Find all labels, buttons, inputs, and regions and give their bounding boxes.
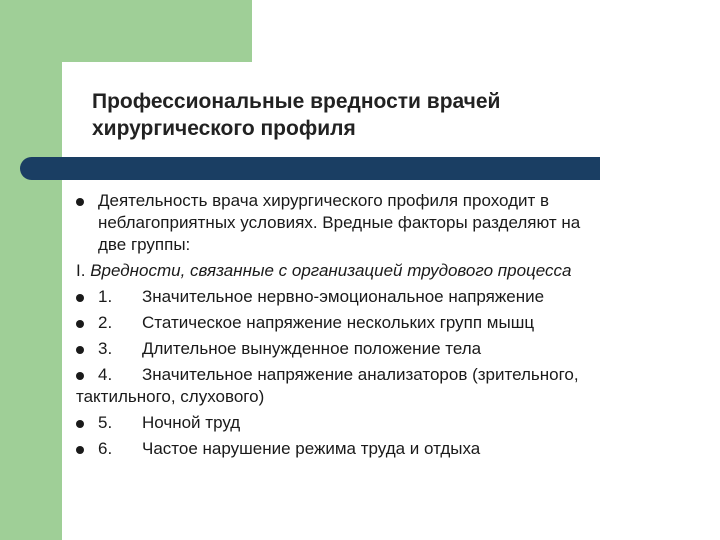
item-text: Значительное напряжение анализаторов (зрительного, bbox=[142, 365, 579, 384]
list-item bbox=[76, 364, 696, 408]
decorative-green-left-band bbox=[0, 0, 62, 540]
bullet-icon bbox=[76, 320, 84, 328]
section-heading bbox=[76, 260, 696, 282]
section-prefix: I. bbox=[76, 261, 86, 280]
intro-line-3: две группы: bbox=[98, 235, 191, 254]
item-text: Статическое напряжение нескольких групп мышц bbox=[142, 313, 535, 332]
item-number: 2. bbox=[98, 313, 113, 332]
list-item bbox=[76, 412, 696, 434]
item-text: Частое нарушение режима труда и отдыха bbox=[142, 439, 481, 458]
intro-line-1: Деятельность врача хирургического профиля проходит в bbox=[98, 191, 550, 210]
bullet-icon bbox=[76, 420, 84, 428]
slide-title-line-1: Профессиональные вредности врачей bbox=[92, 90, 501, 113]
bullet-icon bbox=[76, 372, 84, 380]
list-item bbox=[76, 438, 696, 460]
list-item bbox=[76, 338, 696, 360]
intro-line-2: неблагоприятных условиях. Вредные факторы разделяют на bbox=[98, 213, 581, 232]
bullet-icon bbox=[76, 198, 84, 206]
decorative-green-top-band bbox=[0, 0, 252, 62]
intro-paragraph bbox=[76, 190, 696, 256]
item-text: Ночной труд bbox=[142, 413, 241, 432]
item-number: 6. bbox=[98, 439, 113, 458]
bullet-icon bbox=[76, 346, 84, 354]
slide-title-line-2: хирургического профиля bbox=[92, 117, 356, 140]
item-continuation: тактильного, слухового) bbox=[76, 387, 265, 406]
bullet-icon bbox=[76, 446, 84, 454]
slide-content bbox=[76, 190, 696, 460]
item-number: 3. bbox=[98, 339, 113, 358]
item-text: Длительное вынужденное положение тела bbox=[142, 339, 482, 358]
section-text: Вредности, связанные с организацией трудового процесса bbox=[90, 261, 572, 280]
item-number: 5. bbox=[98, 413, 113, 432]
item-text: Значительное нервно-эмоциональное напряжение bbox=[142, 287, 545, 306]
slide-title bbox=[92, 88, 652, 142]
list-item bbox=[76, 312, 696, 334]
item-number: 1. bbox=[98, 287, 113, 306]
item-number: 4. bbox=[98, 365, 113, 384]
bullet-icon bbox=[76, 294, 84, 302]
list-item bbox=[76, 286, 696, 308]
title-divider-bar bbox=[20, 157, 600, 180]
